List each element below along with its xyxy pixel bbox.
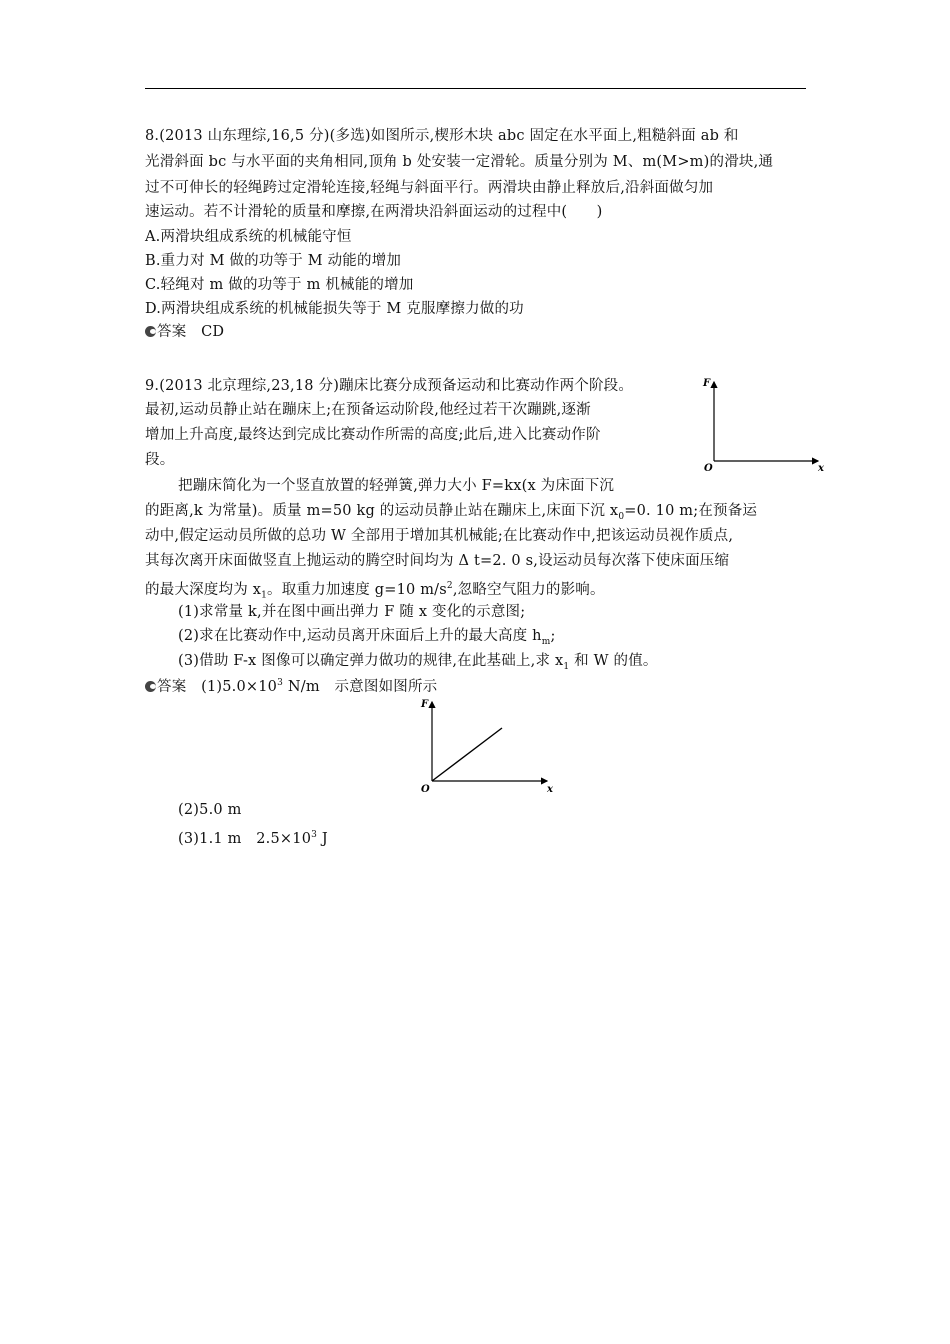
- q9-answer-3-sup: 3: [311, 830, 318, 840]
- q9-answer-label: 答案: [157, 678, 187, 695]
- q8-answer: [145, 320, 224, 344]
- q9-body-5-sub: 1: [261, 590, 268, 601]
- q9-answer-3-b: J: [317, 830, 328, 847]
- q9-body-2-sub: 0: [618, 511, 625, 522]
- q8-answer-value: CD: [201, 324, 225, 340]
- q9-body-5-c: ,忽略空气阻力的影响。: [452, 581, 605, 598]
- q8-option-a: A.两滑块组成系统的机械能守恒: [145, 229, 352, 245]
- q9-part-2-sub: m: [541, 636, 551, 647]
- q9-answer-graph: [420, 695, 560, 800]
- q9-body-2-text: 的距离,k 为常量)。质量 m=50 kg 的运动员静止站在蹦床上,床面下沉 x: [145, 503, 619, 519]
- q8-option-b: B.重力对 M 做的功等于 M 动能的增加: [145, 253, 402, 269]
- q9-answer-3-a: (3)1.1 m 2.5×10: [178, 830, 312, 847]
- q9-body-5-sup: 2: [446, 581, 453, 591]
- q9-answer-1-sup: 3: [277, 678, 284, 688]
- q9-body-5-b: 。取重力加速度 g=10 m/s: [267, 581, 447, 598]
- x-axis-label: x: [818, 463, 824, 474]
- q9-part-3-b: 和 W 的值。: [569, 653, 658, 669]
- q9-answer-1-a: (1)5.0×10: [201, 678, 278, 695]
- q9-body-3: 动中,假定运动员所做的总功 W 全部用于增加其机械能;在比赛动作中,把该运动员视作质点,: [145, 528, 734, 544]
- origin-label: O: [704, 463, 713, 474]
- q9-empty-graph: [700, 374, 830, 474]
- q8-line-1: 8.(2013 山东理综,16,5 分)(多选)如图所示,楔形木块 abc 固定在水平面上,粗糙斜面 ab 和: [145, 128, 739, 144]
- q9-part-2-a: (2)求在比赛动作中,运动员离开床面后上升的最大高度 h: [178, 628, 542, 644]
- q8-answer-label: 答案: [157, 324, 187, 340]
- answer-marker-icon: [145, 681, 156, 692]
- q9-answer-2: (2)5.0 m: [178, 802, 242, 818]
- q8-option-d: D.两滑块组成系统的机械能损失等于 M 克服摩擦力做的功: [145, 301, 524, 317]
- q8-line-3: 过不可伸长的轻绳跨过定滑轮连接,轻绳与斜面平行。两滑块由静止释放后,沿斜面做匀加: [145, 180, 714, 196]
- q9-part-1: (1)求常量 k,并在图中画出弹力 F 随 x 变化的示意图;: [178, 604, 526, 620]
- q9-answer: [145, 671, 437, 699]
- answer-marker-icon: [145, 326, 156, 337]
- q9-body-2-tail: =0. 10 m;在预备运: [624, 503, 758, 519]
- q9-part-3-sub: 1: [563, 661, 570, 672]
- q8-line-2: 光滑斜面 bc 与水平面的夹角相同,顶角 b 处安装一定滑轮。质量分别为 M、m(M>m)的滑块,通: [145, 154, 774, 170]
- q9-part-2-b: ;: [550, 628, 556, 644]
- q9-intro-2: 最初,运动员静止站在蹦床上;在预备运动阶段,他经过若干次蹦跳,逐渐: [145, 402, 591, 418]
- q9-body-5-a: 的最大深度均为 x: [145, 581, 262, 598]
- origin-label: O: [421, 784, 430, 795]
- q9-part-3-a: (3)借助 F-x 图像可以确定弹力做功的规律,在此基础上,求 x: [178, 653, 564, 669]
- header-rule: [145, 88, 806, 89]
- q8-line-4: 速运动。若不计滑轮的质量和摩擦,在两滑块沿斜面运动的过程中( ): [145, 204, 603, 220]
- q9-intro-3: 增加上升高度,最终达到完成比赛动作所需的高度;此后,进入比赛动作阶: [145, 427, 601, 443]
- y-axis-label: F: [421, 699, 429, 710]
- y-axis-label: F: [703, 378, 711, 389]
- x-axis-label: x: [547, 784, 553, 795]
- q9-intro-4: 段。: [145, 452, 175, 468]
- q8-option-c: C.轻绳对 m 做的功等于 m 机械能的增加: [145, 277, 414, 293]
- q9-body-4: 其每次离开床面做竖直上抛运动的腾空时间均为 Δ t=2. 0 s,设运动员每次落下使床面压缩: [145, 553, 730, 569]
- force-line: [432, 728, 502, 781]
- q9-answer-3: [178, 823, 328, 851]
- q9-body-1: 把蹦床简化为一个竖直放置的轻弹簧,弹力大小 F=kx(x 为床面下沉: [178, 478, 615, 494]
- q9-intro-1: 9.(2013 北京理综,23,18 分)蹦床比赛分成预备运动和比赛动作两个阶段。: [145, 378, 634, 394]
- q9-answer-1-b: N/m 示意图如图所示: [283, 678, 438, 695]
